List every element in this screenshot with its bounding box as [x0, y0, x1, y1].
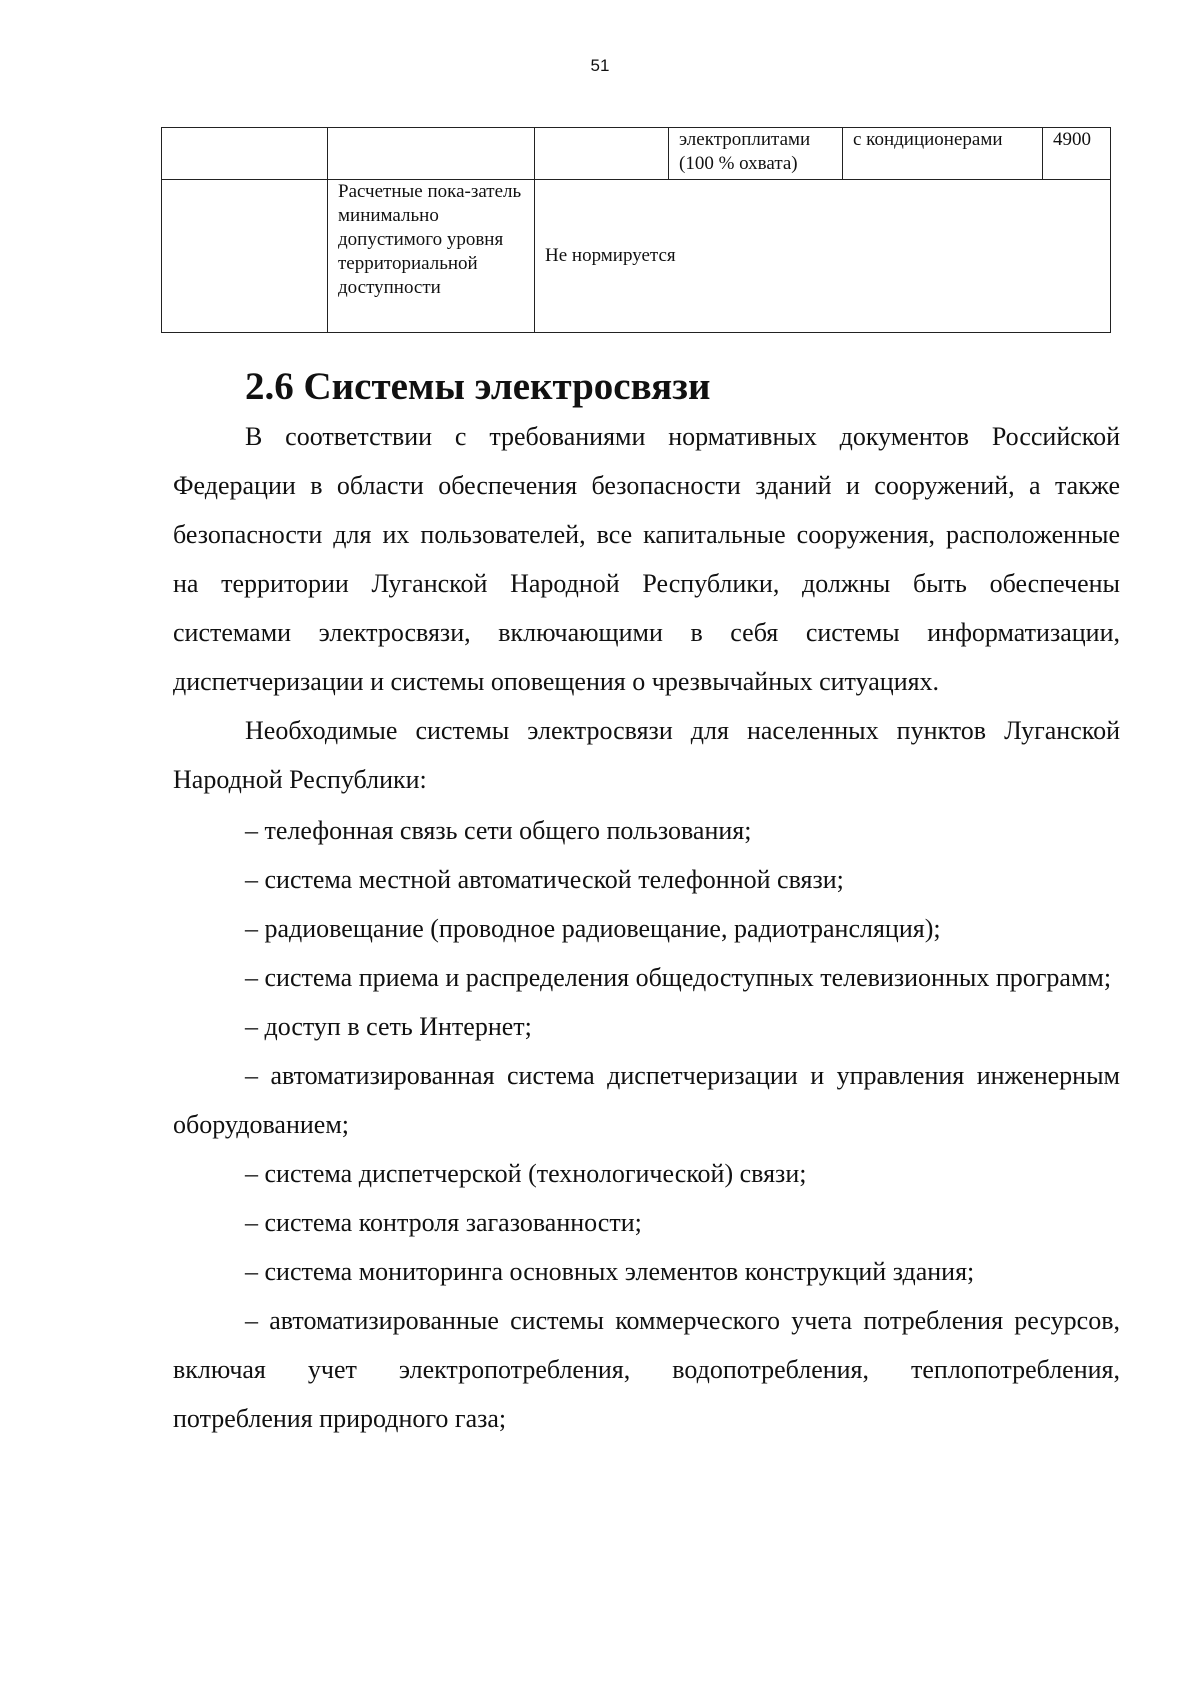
table-cell-not-normalized: Не нормируется — [535, 180, 1111, 333]
list-item: – автоматизированная система диспетчеризации и управления инженерным оборудованием; — [173, 1061, 1120, 1139]
paragraph: Необходимые системы электросвязи для населенных пунктов Луганской Народной Республики: — [173, 716, 1120, 794]
list-item: – автоматизированные системы коммерческого учета потребления ресурсов, включая учет электропотребления, водопотребления, теплопотребления, потребления природного газа; — [173, 1306, 1120, 1433]
list-item: – телефонная связь сети общего пользования; — [245, 816, 752, 845]
section-heading: 2.6 Системы электросвязи — [245, 365, 711, 408]
paragraph: В соответствии с требованиями нормативных документов Российской Федерации в области обеспечения безопасности зданий и сооружений, а также безопасности для их пользователей, все капитальные сооружения, расположенные на территории Луганской Народной Республики, должны быть обеспечены системами электросвязи, включающими в себя системы информатизации, диспетчеризации и системы оповещения о чрезвычайных ситуациях. — [173, 422, 1120, 696]
table-cell-empty — [328, 128, 535, 180]
list-item: – радиовещание (проводное радиовещание, радиотрансляция); — [245, 914, 941, 943]
list-item: – система контроля загазованности; — [245, 1208, 642, 1237]
page-number: 51 — [590, 56, 610, 75]
table-cell-indicator: Расчетные пока-затель минимально допустимого уровня территориальной доступности — [328, 180, 535, 333]
list-item: – система мониторинга основных элементов конструкций здания; — [245, 1257, 975, 1286]
list-item: – система местной автоматической телефонной связи; — [245, 865, 844, 894]
table-cell-empty — [162, 180, 328, 333]
table-cell-empty — [535, 128, 669, 180]
document-body — [173, 362, 1120, 1443]
norms-table — [161, 127, 1111, 333]
list-item: – система приема и распределения общедоступных телевизионных программ; — [245, 963, 1112, 992]
list-item: – доступ в сеть Интернет; — [245, 1012, 532, 1041]
table-row — [162, 180, 1111, 333]
table-row — [162, 128, 1111, 180]
table-cell-equipment: электроплитами (100 % охвата) — [669, 128, 843, 180]
table-cell-empty — [162, 128, 328, 180]
table-cell-condition: с кондиционерами — [843, 128, 1043, 180]
table-cell-value: 4900 — [1043, 128, 1111, 180]
list-item: – система диспетчерской (технологической) связи; — [245, 1159, 807, 1188]
